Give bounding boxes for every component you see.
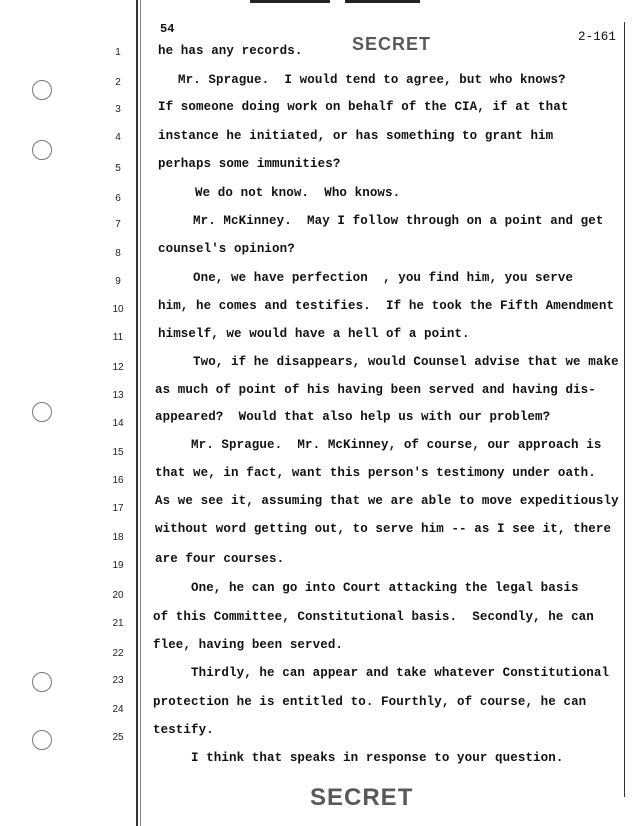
line-number: 4 [115,132,121,143]
line-number: 18 [112,532,124,543]
punch-hole [32,730,52,750]
transcript-line: instance he initiated, or has something to grant him [158,129,554,143]
line-number: 24 [112,704,124,715]
secret-stamp-footer: SECRET [310,784,414,811]
secret-stamp-header: SECRET [352,34,432,54]
transcript-line: of this Committee, Constitutional basis. Secondly, he can [153,610,594,624]
transcript-line: protection he is entitled to. Fourthly, of course, he can [153,695,587,709]
line-number: 13 [112,390,124,401]
transcript-line: Mr. Sprague. Mr. McKinney, of course, our approach is [191,438,602,452]
line-number: 14 [112,418,124,429]
line-number: 20 [112,590,124,601]
transcript-line: flee, having been served. [153,638,344,652]
transcript-line: he has any records. [158,44,303,58]
line-number: 1 [115,47,121,58]
punch-hole [32,80,52,100]
left-margin-rule [136,0,138,826]
transcript-line: I think that speaks in response to your question. [191,751,564,765]
line-number: 12 [112,362,124,373]
right-margin-rule [624,22,625,797]
line-number: 21 [112,618,124,629]
transcript-line: counsel's opinion? [158,242,295,256]
line-number: 7 [115,219,121,230]
punch-hole [32,672,52,692]
line-number: 22 [112,648,124,659]
transcript-line: One, we have perfection , you find him, you serve [193,271,574,285]
line-number: 16 [112,475,124,486]
transcript-line: Mr. McKinney. May I follow through on a point and get [193,214,604,228]
line-number: 2 [115,77,121,88]
line-number: 17 [112,503,124,514]
document-reference: 2-161 [578,30,617,44]
transcript-line: that we, in fact, want this person's testimony under oath. [155,466,596,480]
transcript-line: Thirdly, he can appear and take whatever Constitutional [191,666,610,680]
line-number: 9 [115,276,121,287]
page-number: 54 [160,22,175,36]
transcript-line: perhaps some immunities? [158,157,341,171]
left-margin-rule [140,0,141,826]
line-number: 10 [112,304,124,315]
line-number: 19 [112,560,124,571]
line-number: 11 [112,332,124,343]
line-number: 6 [115,193,121,204]
transcript-line: If someone doing work on behalf of the CIA, if at that [158,100,569,114]
transcript-line: As we see it, assuming that we are able to move expeditiously [155,494,619,508]
transcript-line: without word getting out, to serve him -- as I see it, there [155,522,612,536]
transcript-line: as much of point of his having been served and having dis- [155,383,596,397]
transcript-line: appeared? Would that also help us with our problem? [155,410,551,424]
punch-hole [32,140,52,160]
transcript-line: We do not know. Who knows. [195,186,401,200]
transcript-line: are four courses. [155,552,285,566]
transcript-line: Two, if he disappears, would Counsel advise that we make [193,355,619,369]
top-edge-mark [250,0,330,3]
line-number: 8 [115,248,121,259]
top-edge-mark [345,0,420,3]
line-number: 5 [115,163,121,174]
line-number: 25 [112,732,124,743]
line-number: 23 [112,675,124,686]
transcript-line: Mr. Sprague. I would tend to agree, but who knows? [178,73,566,87]
transcript-line: One, he can go into Court attacking the legal basis [191,581,579,595]
transcript-line: testify. [153,723,214,737]
line-number: 15 [112,447,124,458]
line-number: 3 [115,104,121,115]
punch-hole [32,402,52,422]
transcript-line: himself, we would have a hell of a point. [158,327,470,341]
transcript-line: him, he comes and testifies. If he took the Fifth Amendment [158,299,615,313]
